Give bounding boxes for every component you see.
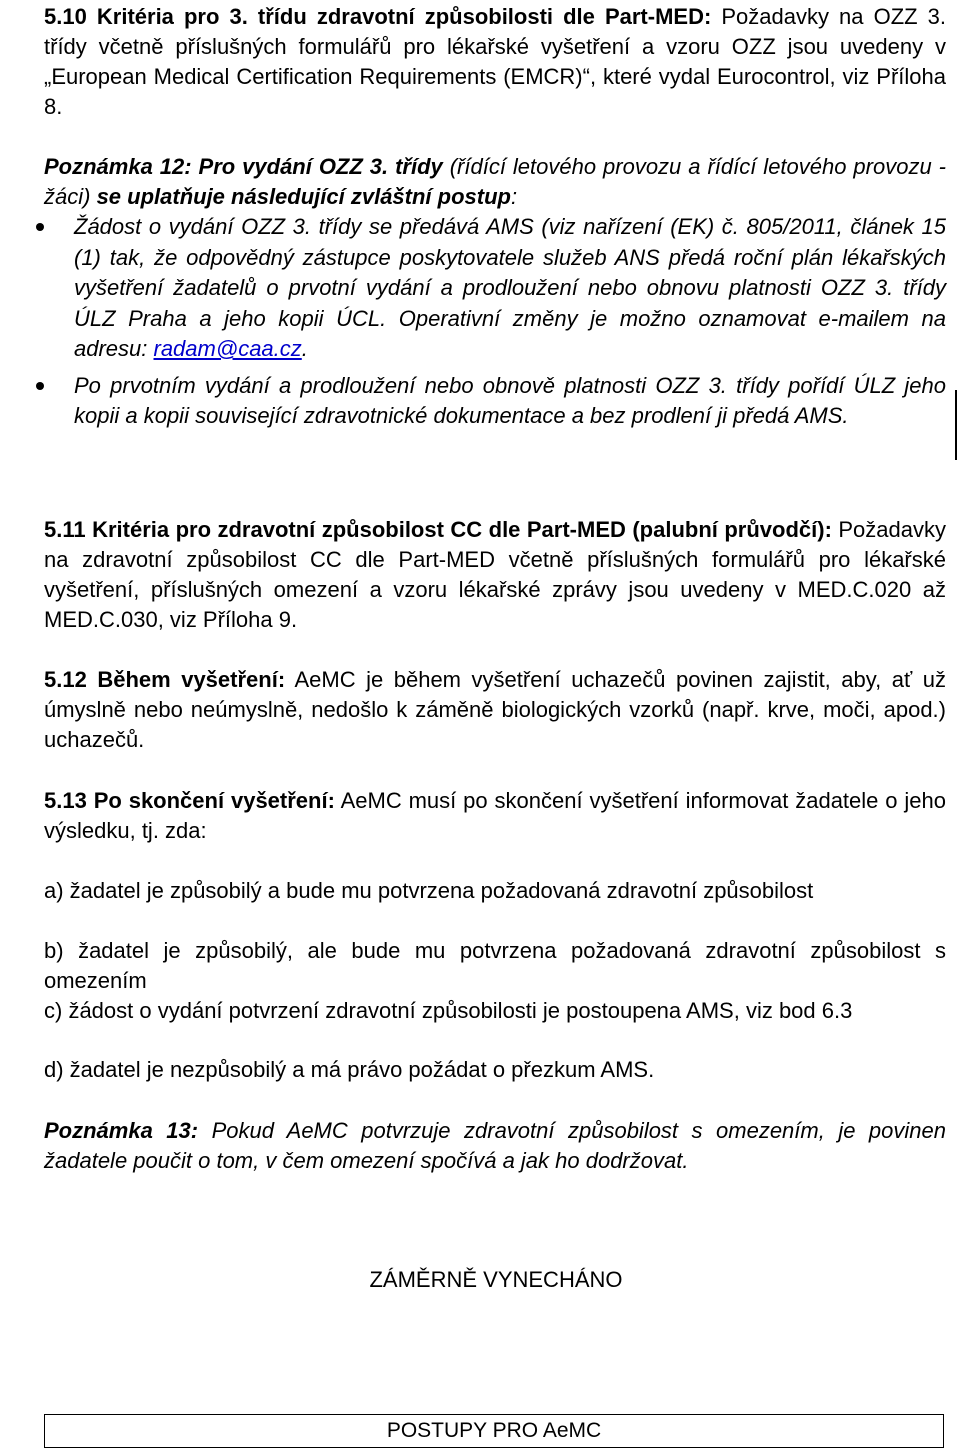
bullet-1-end: . — [301, 336, 308, 361]
section-5-13-heading: 5.13 Po skončení vyšetření: — [44, 788, 335, 813]
email-link[interactable]: radam@caa.cz — [153, 336, 302, 361]
note-12-colon: : — [510, 184, 518, 209]
result-option-c: c) žádost o vydání potvrzení zdravotní způsobilosti je postoupena AMS, viz bod 6.3 — [44, 998, 853, 1023]
change-bar — [955, 390, 957, 460]
section-5-12 — [44, 665, 946, 755]
section-5-11-body: Požadavky na zdravotní způsobilost CC dle Part-MED včetně příslušných formulářů pro lékařské vyšetření, příslušných omezení a vzoru lékařské zprávy jsou uvedeny v MED.C.020 až MED.C.030, viz Příloha 9. — [44, 517, 947, 632]
page-footer: POSTUPY PRO AeMC — [44, 1414, 944, 1448]
section-5-10-heading: 5.10 Kritéria pro 3. třídu zdravotní způsobilosti dle Part-MED: — [44, 4, 712, 29]
intentionally-blank-notice: ZÁMĚRNĚ VYNECHÁNO — [369, 1267, 623, 1292]
section-5-10-body: Požadavky na OZZ 3. třídy včetně příslušných formulářů pro lékařské vyšetření a vzoru OZZ jsou uvedeny v „European Medical Certification Requirements (EMCR)“, které vydal Eurocontrol, viz Příloha 8. — [44, 4, 946, 119]
note-12-label: Poznámka 12: Pro vydání OZZ 3. třídy — [44, 154, 443, 179]
section-5-11 — [44, 515, 946, 635]
bullet-1-text: Žádost o vydání OZZ 3. třídy se předává AMS (viz nařízení (EK) č. 805/2011, článek 15 (1) tak, že odpovědný zástupce poskytovatele služeb ANS předá roční plán lékařských vyšetření žadatelů o prvotní vydání a prodloužení nebo obnovu platnosti OZZ 3. třídy ÚLZ Praha a jeho kopii ÚCL. Operativní změny je možno oznamovat e-mailem na adresu: — [74, 214, 946, 361]
note-12-bullet-1 — [0, 212, 946, 365]
note-12-bullet-2 — [0, 371, 946, 432]
note-12 — [44, 152, 946, 212]
section-5-13-body: AeMC musí po skončení vyšetření informovat žadatele o jeho výsledku, tj. zda: — [44, 788, 947, 843]
section-5-10 — [44, 2, 946, 122]
bullet-2-text: Po prvotním vydání a prodloužení nebo obnově platnosti OZZ 3. třídy pořídí ÚLZ jeho kopii a kopii související zdravotnické dokumentace a bez prodlení ji předá AMS. — [74, 372, 946, 428]
note-12-bullets — [0, 212, 946, 432]
note-13-label: Poznámka 13: — [44, 1118, 199, 1143]
result-option-a: a) žadatel je způsobilý a bude mu potvrzena požadovaná zdravotní způsobilost — [44, 878, 814, 903]
section-5-12-body: AeMC je během vyšetření uchazečů povinen zajistit, aby, ať už úmyslně nebo neúmyslně, nedošlo k záměně biologických vzorků (např. krve, moči, apod.) uchazečů. — [44, 667, 947, 752]
note-12-mid: (řídící letového provozu a řídící letového provozu - žáci) — [44, 154, 946, 209]
result-option-d: d) žadatel je nezpůsobilý a má právo požádat o přezkum AMS. — [44, 1057, 655, 1082]
note-12-procedure: se uplatňuje následující zvláštní postup — [96, 184, 511, 209]
section-5-11-heading: 5.11 Kritéria pro zdravotní způsobilost CC dle Part-MED (palubní průvodčí): — [44, 517, 832, 542]
section-5-13 — [44, 786, 946, 846]
note-13-body: Pokud AeMC potvrzuje zdravotní způsobilost s omezením, je povinen žadatele poučit o tom, v čem omezení spočívá a jak ho dodržovat. — [44, 1118, 946, 1173]
note-13 — [44, 1116, 946, 1176]
section-5-12-heading: 5.12 Během vyšetření: — [44, 667, 286, 692]
result-option-b: b) žadatel je způsobilý, ale bude mu potvrzena požadovaná zdravotní způsobilost s omezením — [44, 938, 946, 993]
